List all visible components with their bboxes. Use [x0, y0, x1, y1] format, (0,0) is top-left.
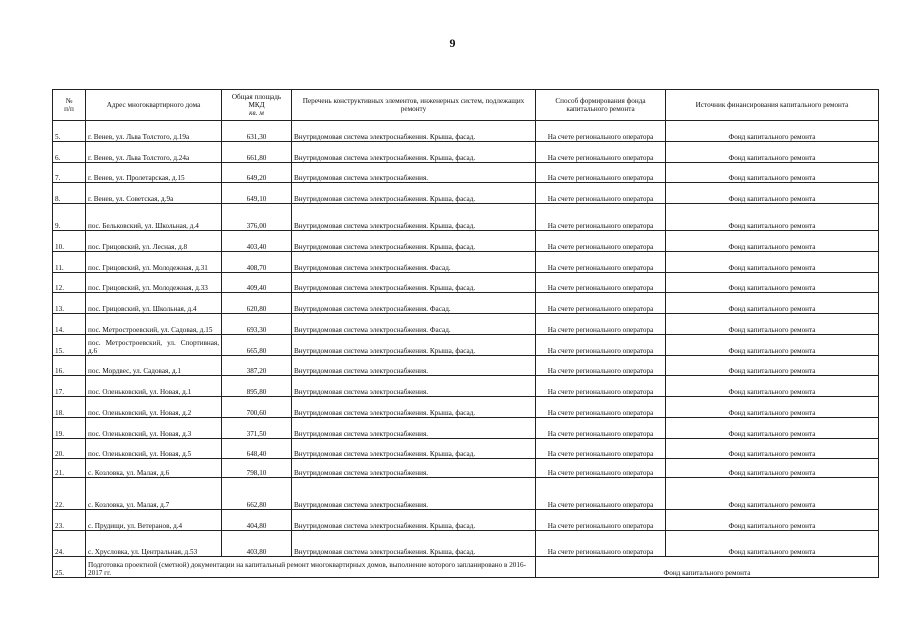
- row-area: 620,80: [222, 293, 292, 314]
- row-area: 700,60: [222, 397, 292, 418]
- row-address: пос. Грицовский, ул. Молодежная, д.33: [86, 273, 222, 293]
- table-row: [53, 459, 879, 478]
- row-area: 648,40: [222, 439, 292, 459]
- row-number: 14.: [53, 314, 86, 335]
- row-address: пос. Оленьковский, ул. Новая, д.1: [86, 376, 222, 397]
- row-method: На счете регионального оператора: [536, 478, 666, 510]
- row-elements: Внутридомовая система электроснабжения.: [292, 459, 536, 478]
- row-address: пос. Грицовский, ул. Школьная, д.4: [86, 293, 222, 314]
- row-number: 18.: [53, 397, 86, 418]
- row-address: пос. Оленьковский, ул. Новая, д.2: [86, 397, 222, 418]
- row-number: 25.: [53, 557, 86, 578]
- row-address: с. Хрусловка, ул. Центральная, д.53: [86, 531, 222, 557]
- row-source: Фонд капитального ремонта: [666, 293, 879, 314]
- row-elements: Внутридомовая система электроснабжения.: [292, 376, 536, 397]
- row-method: На счете регионального оператора: [536, 335, 666, 356]
- row-area: 409,40: [222, 273, 292, 293]
- row-address: г. Венев, ул. Советская, д.9а: [86, 183, 222, 204]
- row-source: Фонд капитального ремонта: [666, 142, 879, 163]
- row-area: 649,10: [222, 183, 292, 204]
- table-header-row: [53, 90, 879, 121]
- row-number: 11.: [53, 252, 86, 273]
- row-area: 371,50: [222, 418, 292, 439]
- row-number: 13.: [53, 293, 86, 314]
- table-row: [53, 397, 879, 418]
- row-elements: Внутридомовая система электроснабжения. Крыша, фасад.: [292, 183, 536, 204]
- row-area: 798,10: [222, 459, 292, 478]
- header-num: № п/п: [53, 90, 86, 121]
- row-method: На счете регионального оператора: [536, 252, 666, 273]
- row-method: На счете регионального оператора: [536, 376, 666, 397]
- row-area: 693,30: [222, 314, 292, 335]
- table-row: [53, 273, 879, 293]
- row-address: пос. Оленьковский, ул. Новая, д.3: [86, 418, 222, 439]
- row-source: Фонд капитального ремонта: [666, 252, 879, 273]
- header-method: Способ формирования фонда капитального ремонта: [536, 90, 666, 121]
- row-method: На счете регионального оператора: [536, 121, 666, 142]
- table-row: [53, 231, 879, 252]
- table-row: [53, 531, 879, 557]
- row-source: Фонд капитального ремонта: [666, 121, 879, 142]
- table-row: [53, 356, 879, 376]
- row-method: На счете регионального оператора: [536, 439, 666, 459]
- row-number: 21.: [53, 459, 86, 478]
- row-address: пос. Грицовский, ул. Молодежная, д.31: [86, 252, 222, 273]
- row-elements: Внутридомовая система электроснабжения.: [292, 356, 536, 376]
- header-source: Источник финансирования капитального ремонта: [666, 90, 879, 121]
- row-source: Фонд капитального ремонта: [666, 314, 879, 335]
- row-source: Фонд капитального ремонта: [666, 376, 879, 397]
- final-row-description: Подготовка проектной (сметной) документации на капитальный ремонт многоквартирных домов, выполнение которого запланировано в 2016-2017 гг.: [86, 557, 536, 578]
- row-number: 16.: [53, 356, 86, 376]
- row-source: Фонд капитального ремонта: [666, 204, 879, 231]
- row-address: г. Венев, ул. Льва Толстого, д.19а: [86, 121, 222, 142]
- row-source: Фонд капитального ремонта: [666, 510, 879, 531]
- row-number: 9.: [53, 204, 86, 231]
- table-row: [53, 293, 879, 314]
- row-source: Фонд капитального ремонта: [666, 183, 879, 204]
- row-method: На счете регионального оператора: [536, 314, 666, 335]
- row-method: На счете регионального оператора: [536, 273, 666, 293]
- row-elements: Внутридомовая система электроснабжения. Крыша, фасад.: [292, 231, 536, 252]
- row-number: 12.: [53, 273, 86, 293]
- row-method: На счете регионального оператора: [536, 459, 666, 478]
- row-elements: Внутридомовая система электроснабжения. Крыша, фасад.: [292, 510, 536, 531]
- row-elements: Внутридомовая система электроснабжения. Крыша, фасад.: [292, 204, 536, 231]
- row-address: с. Прудищи, ул. Ветеранов, д.4: [86, 510, 222, 531]
- row-method: На счете регионального оператора: [536, 183, 666, 204]
- table-row: [53, 510, 879, 531]
- row-elements: Внутридомовая система электроснабжения. Фасад.: [292, 252, 536, 273]
- row-method: На счете регионального оператора: [536, 397, 666, 418]
- row-address: пос. Метростроевский, ул. Спортивная, д.6: [86, 335, 222, 356]
- row-number: 19.: [53, 418, 86, 439]
- row-source: Фонд капитального ремонта: [666, 459, 879, 478]
- table-row: [53, 439, 879, 459]
- row-number: 22.: [53, 478, 86, 510]
- table-row: [53, 478, 879, 510]
- row-source: Фонд капитального ремонта: [666, 356, 879, 376]
- row-elements: Внутридомовая система электроснабжения. Крыша, фасад.: [292, 121, 536, 142]
- row-source: Фонд капитального ремонта: [666, 439, 879, 459]
- row-area: 661,80: [222, 142, 292, 163]
- row-area: 665,80: [222, 335, 292, 356]
- row-source: Фонд капитального ремонта: [666, 478, 879, 510]
- row-source: Фонд капитального ремонта: [666, 397, 879, 418]
- row-number: 10.: [53, 231, 86, 252]
- row-elements: Внутридомовая система электроснабжения.: [292, 163, 536, 183]
- row-elements: Внутридомовая система электроснабжения.: [292, 418, 536, 439]
- row-address: пос. Мордвес, ул. Садовая, д.1: [86, 356, 222, 376]
- row-address: г. Венев, ул. Пролетарская, д.15: [86, 163, 222, 183]
- row-area: 403,80: [222, 531, 292, 557]
- header-address: Адрес многоквартирного дома: [86, 90, 222, 121]
- row-area: 387,20: [222, 356, 292, 376]
- row-method: На счете регионального оператора: [536, 418, 666, 439]
- row-elements: Внутридомовая система электроснабжения. Крыша, фасад.: [292, 531, 536, 557]
- row-elements: Внутридомовая система электроснабжения. Крыша, фасад.: [292, 142, 536, 163]
- row-address: пос. Грицовский, ул. Лесная, д.8: [86, 231, 222, 252]
- header-elements: Перечень конструктивных элементов, инженерных систем, подлежащих ремонту: [292, 90, 536, 121]
- row-source: Фонд капитального ремонта: [666, 335, 879, 356]
- table-row: [53, 335, 879, 356]
- final-row-source: Фонд капитального ремонта: [536, 557, 879, 578]
- row-elements: Внутридомовая система электроснабжения. Крыша, фасад.: [292, 273, 536, 293]
- row-elements: Внутридомовая система электроснабжения.: [292, 478, 536, 510]
- page-number: 9: [449, 36, 456, 50]
- row-source: Фонд капитального ремонта: [666, 273, 879, 293]
- row-area: 662,80: [222, 478, 292, 510]
- row-number: 6.: [53, 142, 86, 163]
- row-source: Фонд капитального ремонта: [666, 531, 879, 557]
- row-source: Фонд капитального ремонта: [666, 163, 879, 183]
- capital-repair-table: [52, 89, 879, 578]
- row-elements: Внутридомовая система электроснабжения. Крыша, фасад.: [292, 439, 536, 459]
- row-address: г. Венев, ул. Льва Толстого, д.24а: [86, 142, 222, 163]
- row-number: 8.: [53, 183, 86, 204]
- table-row: [53, 163, 879, 183]
- row-address: пос. Метростроевский, ул. Садовая, д.15: [86, 314, 222, 335]
- row-area: 408,70: [222, 252, 292, 273]
- table-row: [53, 376, 879, 397]
- row-number: 5.: [53, 121, 86, 142]
- table-row: [53, 252, 879, 273]
- table-row: [53, 183, 879, 204]
- table-row: [53, 314, 879, 335]
- row-method: На счете регионального оператора: [536, 204, 666, 231]
- header-area: Общая площадь МКД кв. м: [222, 90, 292, 121]
- row-area: 649,20: [222, 163, 292, 183]
- row-elements: Внутридомовая система электроснабжения. Фасад.: [292, 314, 536, 335]
- row-source: Фонд капитального ремонта: [666, 231, 879, 252]
- table-row: [53, 142, 879, 163]
- table-row: [53, 121, 879, 142]
- row-area: 631,30: [222, 121, 292, 142]
- row-method: На счете регионального оператора: [536, 163, 666, 183]
- table-row-final: [53, 557, 879, 578]
- row-method: На счете регионального оператора: [536, 356, 666, 376]
- row-elements: Внутридомовая система электроснабжения. Крыша, фасад.: [292, 397, 536, 418]
- table-row: [53, 418, 879, 439]
- row-area: 404,80: [222, 510, 292, 531]
- table-row: [53, 204, 879, 231]
- row-number: 17.: [53, 376, 86, 397]
- row-number: 20.: [53, 439, 86, 459]
- row-address: пос. Оленьковский, ул. Новая, д.5: [86, 439, 222, 459]
- row-method: На счете регионального оператора: [536, 293, 666, 314]
- row-method: На счете регионального оператора: [536, 531, 666, 557]
- row-method: На счете регионального оператора: [536, 510, 666, 531]
- row-number: 15.: [53, 335, 86, 356]
- row-method: На счете регионального оператора: [536, 231, 666, 252]
- row-source: Фонд капитального ремонта: [666, 418, 879, 439]
- row-number: 24.: [53, 531, 86, 557]
- row-address: с. Козловка, ул. Малая, д.6: [86, 459, 222, 478]
- row-elements: Внутридомовая система электроснабжения. Крыша, фасад.: [292, 335, 536, 356]
- row-number: 23.: [53, 510, 86, 531]
- row-number: 7.: [53, 163, 86, 183]
- row-address: с. Козловка, ул. Малая, д.7: [86, 478, 222, 510]
- row-area: 895,80: [222, 376, 292, 397]
- row-elements: Внутридомовая система электроснабжения. Фасад.: [292, 293, 536, 314]
- row-address: пос. Бельковский, ул. Школьная, д.4: [86, 204, 222, 231]
- row-area: 376,00: [222, 204, 292, 231]
- row-area: 403,40: [222, 231, 292, 252]
- row-method: На счете регионального оператора: [536, 142, 666, 163]
